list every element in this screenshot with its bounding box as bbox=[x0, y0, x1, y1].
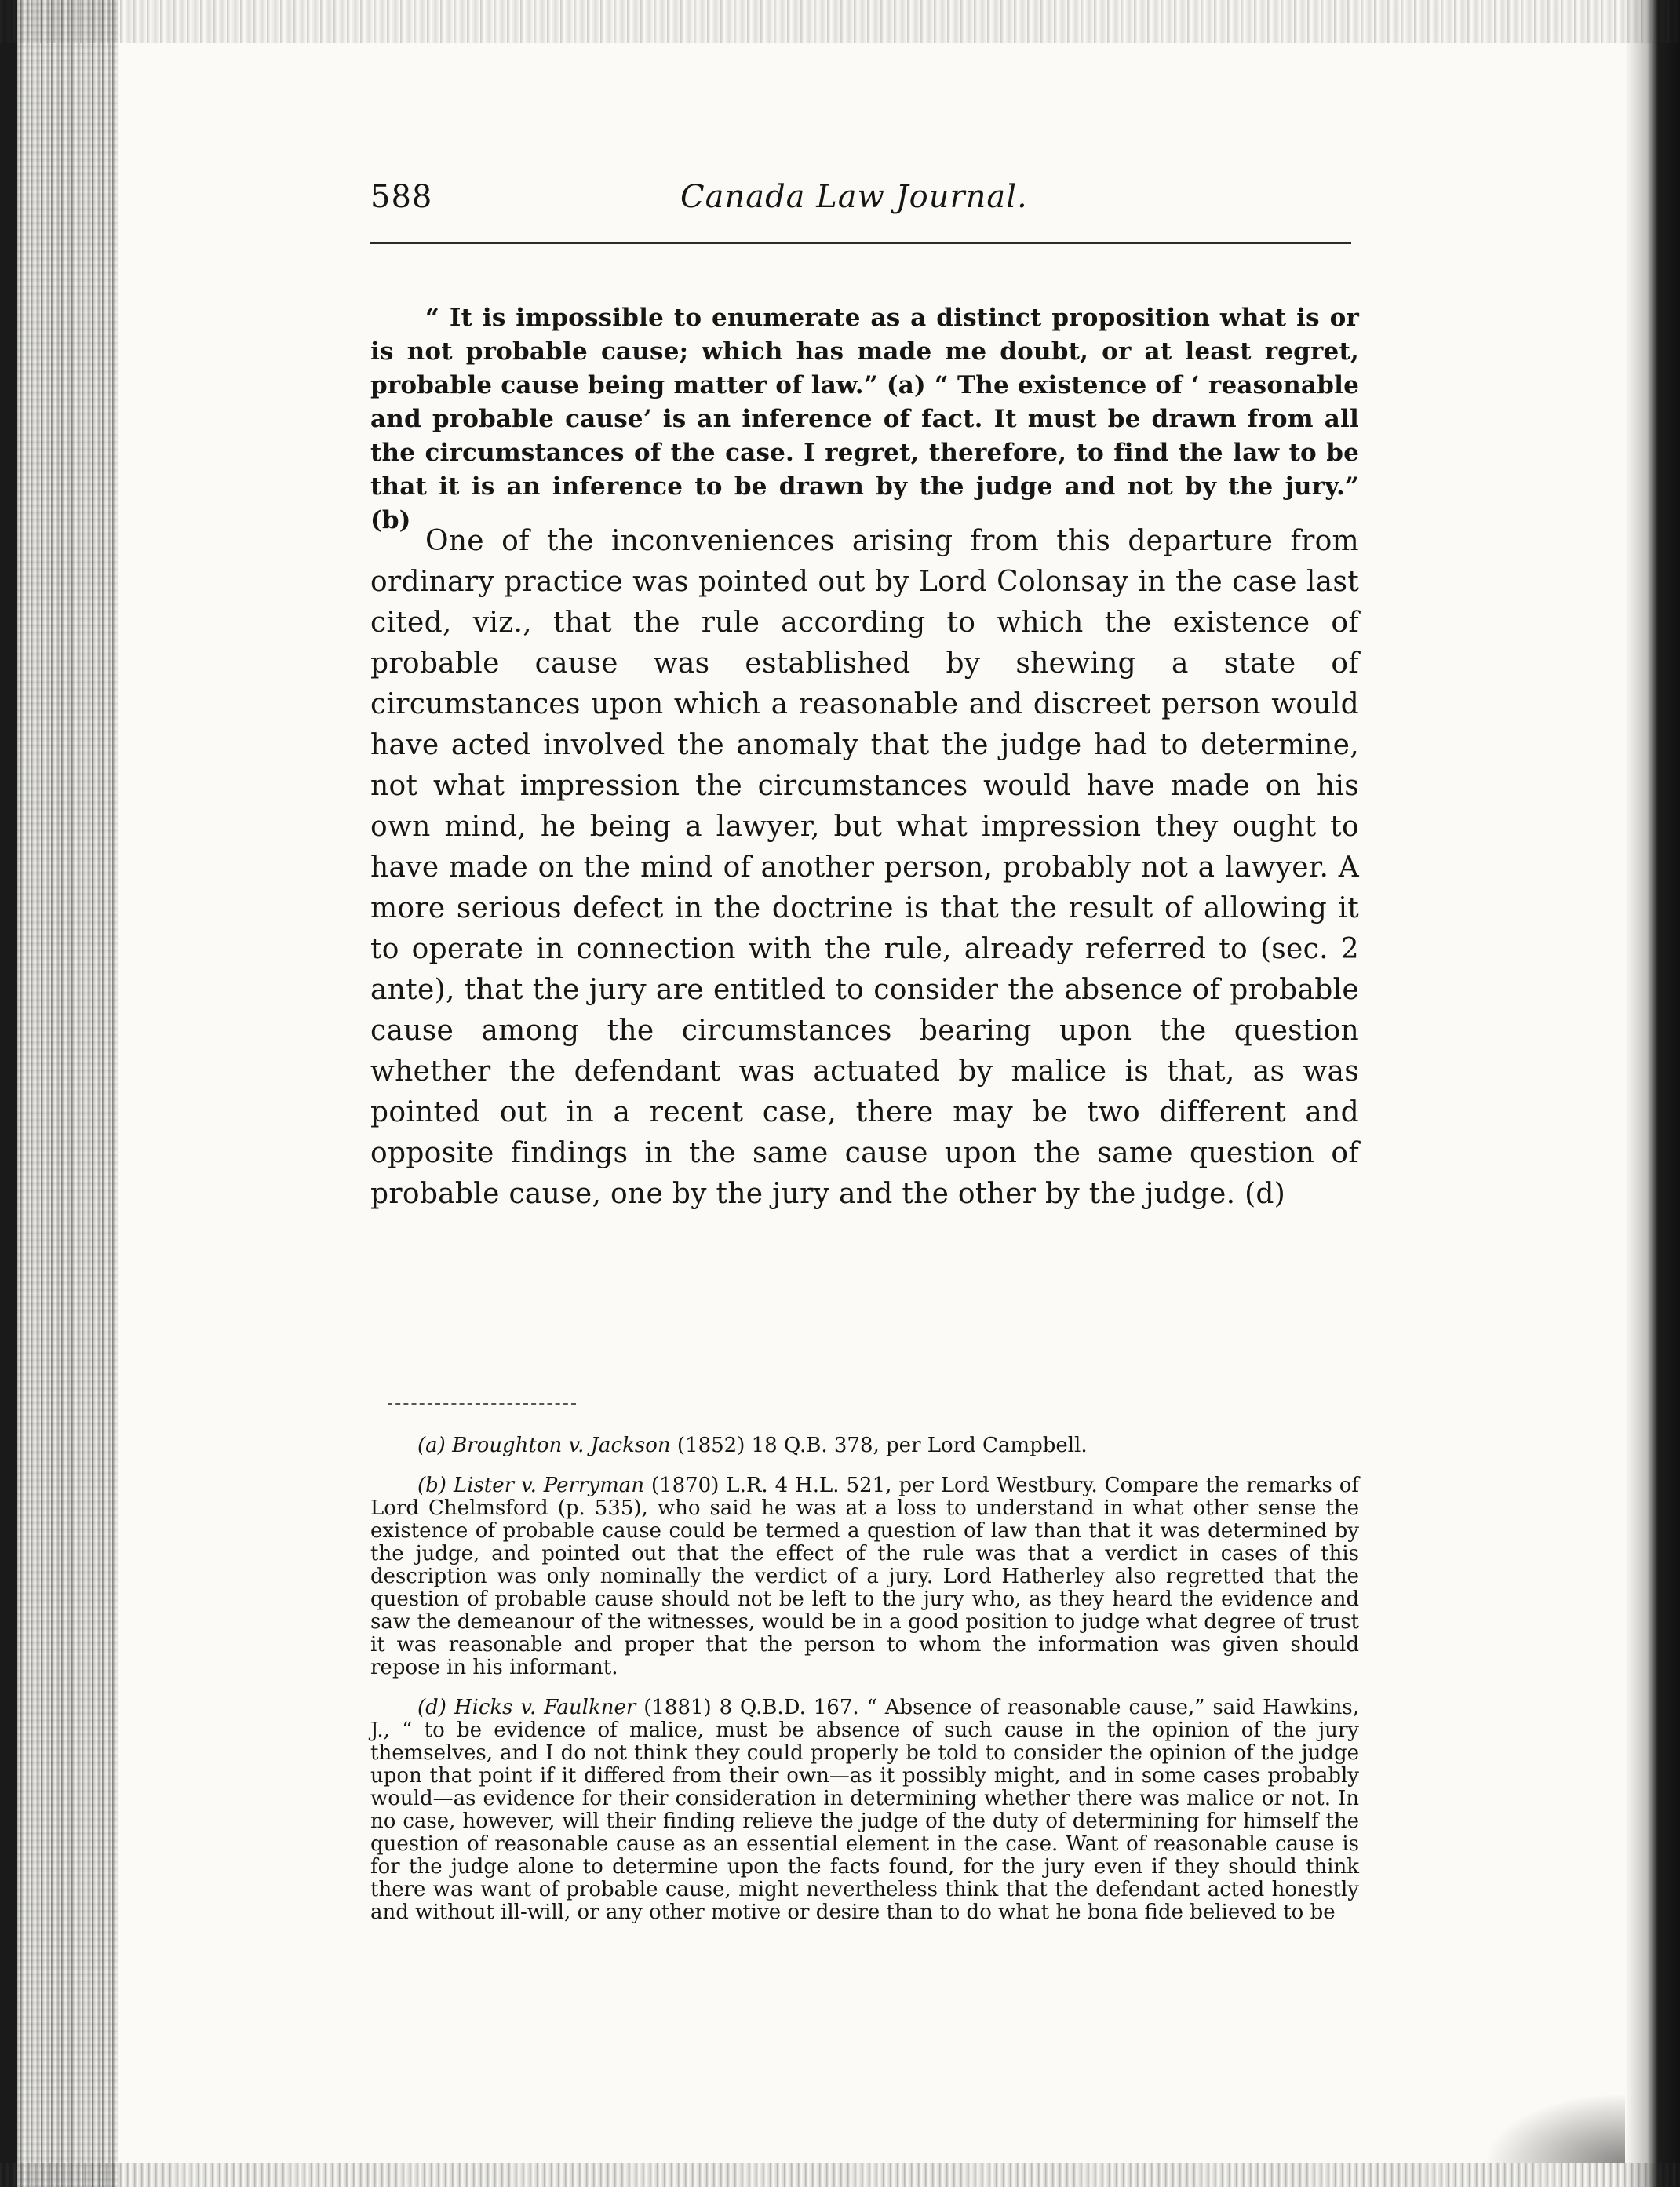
header-rule bbox=[370, 242, 1351, 244]
document-page bbox=[370, 179, 1360, 1924]
scan-edge-right bbox=[1625, 0, 1680, 2187]
footnote-label: (b) bbox=[417, 1474, 446, 1497]
footnote-text: (1852) 18 Q.B. 378, per Lord Campbell. bbox=[670, 1434, 1088, 1457]
scan-edge-bottom bbox=[0, 2163, 1680, 2187]
footnotes bbox=[370, 1434, 1359, 1941]
page-header bbox=[370, 179, 1359, 226]
footnote-divider bbox=[388, 1403, 576, 1405]
footnote-text: (1870) L.R. 4 H.L. 521, per Lord Westbury. Compare the remarks of Lord Chelmsford (p. 535), who said he was at a loss to understand in what other sense the existence of probable cause could be termed a question of law than that it was determined by the judge, and pointed out that the effect of the rule was that a verdict in cases of this description was only nominally the verdict of a jury. Lord Hatherley also regretted that the question of probable cause should not be left to the jury who, as they heard the evidence and saw the demeanour of the witnesses, would be in a good position to judge what degree of trust it was reasonable and proper that the person to whom the information was given should repose in his informant. bbox=[370, 1474, 1359, 1679]
case-name: Broughton v. Jackson bbox=[452, 1434, 671, 1457]
footnote-label: (a) bbox=[417, 1434, 446, 1457]
quoted-passage: “ It is impossible to enumerate as a distinct proposition what is or is not probable cause; which has made me doubt, or at least regret, probable cause being matter of law.” (a) “ The existence of ‘ reasonable and probable cause’ is an inference of fact. It must be drawn from all the circumstances of the case. I regret, therefore, to find the law to be that it is an inference to be drawn by the judge and not by the jury.” (b) bbox=[370, 304, 1359, 534]
footnote-text: (1881) 8 Q.B.D. 167. “ Absence of reasonable cause,” said Hawkins, J., “ to be evidence of malice, must be absence of such cause in the opinion of the jury themselves, and I do not think they could properly be told to consider the opinion of the judge upon that point if it differed from their own—as it possibly might, and in some cases probably would—as evidence for their consideration in determining whether there was malice or not. In no case, however, will their finding relieve the judge of the duty of determining for himself the question of reasonable cause as an essential element in the case. Want of reasonable cause is for the judge alone to determine upon the facts found, for the jury even if they should think there was want of probable cause, might nevertheless think that the defendant acted honestly and without ill-will, or any other motive or desire than to do what he bona fide believed to be bbox=[370, 1696, 1360, 1924]
scan-corner-shadow bbox=[1484, 2093, 1625, 2163]
footnote-label: (d) bbox=[417, 1696, 446, 1719]
page-number: 588 bbox=[370, 179, 433, 215]
scan-edge-left bbox=[0, 0, 118, 2187]
case-name: Lister v. Perryman bbox=[453, 1474, 644, 1497]
journal-title: Canada Law Journal. bbox=[680, 179, 1028, 215]
scan-edge-top bbox=[0, 0, 1680, 43]
body-paragraph: One of the inconveniences arising from this departure from ordinary practice was pointed out by Lord Colonsay in the case last cited, viz., that the rule according to which the existence of probable cause was established by shewing a state of circumstances upon which a reasonable and discreet person would have acted involved the anomaly that the judge had to determine, not what impression the circumstances would have made on his own mind, he being a lawyer, but what impression they ought to have made on the mind of another person, probably not a lawyer. A more serious defect in the doctrine is that the result of allowing it to operate in connection with the rule, already referred to (sec. 2 ante), that the jury are entitled to consider the absence of probable cause among the circumstances bearing upon the question whether the defendant was actuated by malice is that, as was pointed out in a recent case, there may be two different and opposite findings in the same cause upon the same question of probable cause, one by the jury and the other by the judge. (d) bbox=[370, 525, 1359, 1210]
footnote-a bbox=[370, 1434, 1359, 1457]
case-name: Hicks v. Faulkner bbox=[454, 1696, 636, 1719]
scan-edge-left-dark bbox=[0, 0, 17, 2187]
footnote-d bbox=[370, 1697, 1359, 1924]
footnote-b bbox=[370, 1474, 1359, 1679]
